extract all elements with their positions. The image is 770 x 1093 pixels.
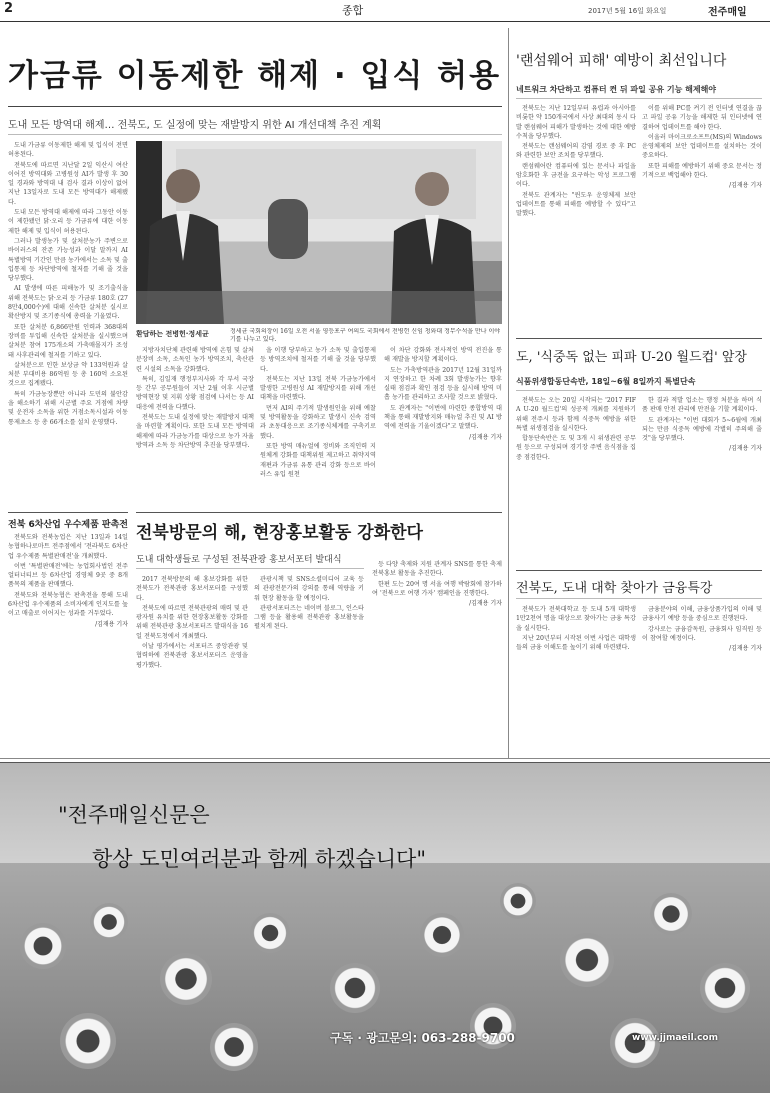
small-article-headline: 전북 6차산업 우수제품 판촉전 <box>8 520 128 530</box>
main-photo <box>136 141 502 324</box>
main-article-col3: 을 이행 당부하고 농가 소독 및 출입통제 등 방역조치에 철저를 기해 줄 것을 당부했다. 전북도는 지난 13일 전북 가금농가에서 발생한 고병원성 AI 재발방지를 위해 개선대책을 마련했다. 먼저 AI의 주기적 발생원인을 위해 예찰 및 방역활동을 강화하고 발생시 신속 검역과 초동대응으로 조기종식체계를 구축키로 했다. 또한 방역 매뉴얼에 정비와 조직인력 지원체계 강화를 대책위원 제고하고 취약지역 재편과 가금류 유통 관리 강화 등으로 바이러스 유입 원천 <box>260 347 376 478</box>
sunflower-decoration <box>560 933 614 987</box>
page-number: 2 <box>4 1 14 16</box>
headline-rule <box>8 106 502 107</box>
finance-rule <box>516 598 762 599</box>
sunflower-decoration <box>700 963 750 1013</box>
column-divider <box>508 28 509 758</box>
main-subhead: 도내 모든 방역대 해제… 전북도, 도 실정에 맞는 재발방지 위한 AI 개선대책 추진 계획 <box>8 120 382 131</box>
section-label: 종합 <box>342 4 364 17</box>
tourism-subhead: 도내 대학생들로 구성된 전북관광 홍보서포터 발대식 <box>136 555 342 565</box>
issue-date: 2017년 5월 16일 화요일 <box>588 7 667 15</box>
ransomware-col1: 전북도는 지난 12일부터 유럽과 아시아를 비롯한 약 150개국에서 사상 최대의 동시 다발 랜섬웨어 피해가 발생하는 것에 대한 예방 수칙을 당부했다. 전북도는 랜섬웨어의 감염 경로 중 후 PC와 관련한 보안 조치를 당부했다. 랜섬웨어란 컴퓨터에 있는 문서나 파일을 암호화한 후 금전을 요구하는 악성 프로그램이다. 전북도 관계자는 "윈도우 운영체제 보안 업데이트를 통해 피해를 예방할 수 있다"고 말했다. <box>516 105 636 218</box>
sunflower-decoration <box>330 963 380 1013</box>
finance-top-rule <box>516 570 762 571</box>
small-article-rule <box>8 512 128 513</box>
sunflower-decoration <box>210 1023 258 1071</box>
tourism-col1: 2017 전북방문의 해 홍보강화를 위한 전북도가 전북관광 홍보서포터를 구성했다. 전북도에 따르면 전북관광의 매력 및 관광자원 유치를 위한 현장홍보활동 강화를 위해 전북관광 홍보서포터즈 발대식을 16일 전북도청에서 개최했다. 이날 평가에서는 서포터즈 중앙관광 및 협력하에 전북관광 홍보서포터즈 운영을 평가했다. <box>136 576 248 669</box>
main-article-col2: 지방자치단체 관련해 방역에 온힘 및 살처분장비 소독, 소독인 농가 방역조치, 축산관련 시설의 소독을 강화했다. 특히, 김일재 행정부지사와 각 부서 국장 등 간부 공무원들이 지난 2월 이후 시군별 방역현장 및 지휘 상황 점검에 나서는 등 AI 대응에 전력을 다했다. 전북도는 도내 실정에 맞는 재발방지 대책을 마련할 계획이다. 또한 도내 모든 방역대 해제에 따라 가금농가를 대상으로 농가 자율방역과 소독 등 차단방역 추진을 당부했다. <box>136 347 254 449</box>
ransomware-headline: '랜섬웨어 피해' 예방이 최선입니다 <box>516 53 727 69</box>
sunflower-decoration <box>420 913 464 957</box>
main-article-col1: 도내 가금류 이동제한 해제 및 입식이 전면 허용된다. 전북도에 따르면 지난달 2일 익산시 여산 이어진 방역대와 고병원성 AI가 발생 후 30일 경과와 방역대 내 검사 결과 이상이 없어 지난 13일자로 도내 모든 방역대가 해제됐다. 도내 모든 방역대 해제에 따라 그동안 이동이 제한됐던 닭·오리 등 가금류에 대한 이동제한 해제 및 입식이 허용된다. 그러나 발생농가 및 살처분농가 주변으로 바이러스의 잔존 가능성과 이달 말까지 AI 특별방역 기간인 만큼 농가에서는 소독 및 출입통제 등 차단방역에 철저를 기해 줄 것을 당부했다. AI 발생에 따른 피해농가 및 조기출식을 위해 전북도는 닭·오리 등 가금류 180호 (278만4,000수)에 대해 신속한 살처분 실시로 확산방지 및 조기종식에 총력을 기울였다. 또한 살처분 6,866만원 인력과 368대의 장비를 투입해 신속한 살처분을 실시했으며 살처분 참여 175개소의 가축매몰지가 조성돼 사후관리에 철저를 기하고 있다. 살처분으로 인한 보상금 약 133억원과 살처분 부대비용 86억원 등 총 160억 소요된 것으로 집계됐다. 특히 가금농장뿐만 아니라 도민의 불안감을 해소하기 위해 시군별 주요 거점에 차량 및 운전자 소독을 위한 거점소독시설과 이동통제초소 등 총 66개소를 설치 운영했다. <box>8 142 128 426</box>
sunflower-decoration <box>20 923 66 969</box>
ransomware-col2: 이를 위해 PC를 켜기 전 인터넷 연결을 끊고 파일 공유 기능을 해제한 뒤 인터넷에 연결하여 업데이트를 해야 한다. 이울러 마이크로소프트(MS)의 Windows 운영체제의 보안 업데이트를 설치하는 것이 중요하다. 또한 피해를 예방하기 위해 중요 문서는 정기적으로 백업해야 한다. /김재용 기자 <box>642 105 762 190</box>
sunflower-decoration <box>610 1018 660 1068</box>
sunflower-decoration <box>160 953 212 1005</box>
u20-headline: 도, '식중독 없는 피파 U-20 월드컵' 앞장 <box>516 350 747 365</box>
main-article-col4: 이 차단 강화와 전사적인 방역 전진을 통해 재발을 방지할 계획이다. 도는 가축방역관을 2017년 12월 31일까지 연장하고 한 차례 3회 발생농가는 향후 실태 점검과 확인 점검 등을 실시해 방역 미흡 농가를 관리하고 조사할 것으로 밝혔다. 도 관계자는 "이번에 마련한 종합방역 대책을 통해 재발방지와 매뉴얼 추진 및 AI 방역에 전력을 기울이겠다"고 말했다. /김재용 기자 <box>384 347 502 441</box>
small-article-byline: /김재용 기자 <box>95 620 128 628</box>
tourism-col3: 등 다양 축제와 지원 관계자 SNS를 통한 축제 전북홍보 활동을 추진한다. 한편 도는 20여 명 서울 여행 박람회에 참가하여 '전북으로 여행 가자' 캠페인을 진행한다. /김재용 기자 <box>372 561 502 608</box>
finance-headline: 전북도, 도내 대학 찾아가 금융특강 <box>516 581 713 596</box>
u20-col2: 한 결과 적발 업소는 행정 처분을 하며 식품 판매 안전 관리에 만전을 기할 계획이다. 도 관계자는 "이번 대회가 5~6월에 개최되는 만큼 식중독 예방에 각별히 주의해 줄 것"을 당부했다. /김재용 기자 <box>642 397 762 453</box>
ad-slogan-line1: "전주매일신문은 <box>58 803 210 827</box>
tourism-subhead-rule <box>136 568 364 569</box>
tourism-byline: /김재용 기자 <box>469 600 502 608</box>
sunflower-decoration <box>60 1013 116 1069</box>
small-article-body: 전북도와 전북농업은 지난 13일과 14일 농협하나로마트 전주점에서 '전라북도 6차산업 우수제품 특별판매전'을 개최했다. 이번 '특별판매전'에는 농업회사법인 전주얼터너티브 등 6차산업 경영체 9곳 중 8개 품목의 제품을 판매했다. 전북도와 전북농협은 판촉전을 통해 도내 6차산업 우수제품의 소비자에게 인지도를 높이고 매출로 이어지는 성과를 거두었다. /김재용 기자 <box>8 534 128 628</box>
sunflower-decoration <box>650 893 692 935</box>
finance-col1: 전북도가 전북대학교 등 도내 5개 대학생 1만2천여 명을 대상으로 찾아가는 금융 특강을 실시한다. 지난 20년부터 시작된 이번 사업은 대학생들의 금융 이해도를 높이기 위해 마련됐다. <box>516 606 636 652</box>
ad-website: www.jjmaeil.com <box>632 1033 718 1043</box>
photo-illustration <box>136 141 502 324</box>
section-divider <box>0 758 770 759</box>
photo-caption-text: 정세균 국회의장이 16일 오전 서울 영등포구 여의도 국회에서 전병헌 신임 청와대 정무수석을 만나 이야기를 나누고 있다. <box>230 328 501 343</box>
photo-caption-title: 환담하는 전병헌·정세균 <box>136 330 209 338</box>
tourism-headline: 전북방문의 해, 현장홍보활동 강화한다 <box>136 523 423 543</box>
finance-byline: /김재용 기자 <box>729 645 762 653</box>
advertisement <box>0 762 770 1093</box>
main-article-byline: /김재용 기자 <box>469 433 502 441</box>
tourism-col2: 관광시책 및 SNS소셜미디어 교육 등의 관광전문가의 강의를 통해 역량을 키워 현장 활동을 할 예정이다. 관광서포터즈는 네이버 블로그, 인스타그램 등을 활용해 전북관광 홍보활동을 펼치게 된다. <box>254 576 364 631</box>
paper-name: 전주매일 <box>708 7 747 18</box>
finance-col2: 금융분야의 이해, 금융상품가입의 이해 및 금융사기 예방 등을 중심으로 진행된다. 강사로는 금융감독원, 금융회사 임직원 등이 참여할 예정이다. /김재용 기자 <box>642 606 762 653</box>
ransomware-rule <box>516 98 762 99</box>
u20-subhead: 식품위생합동단속반, 18일~6월 8일까지 특별단속 <box>516 377 696 386</box>
ad-slogan-line2: 항상 도민여러분과 함께 하겠습니다" <box>92 847 426 871</box>
main-headline: 가금류 이동제한 해제 · 입식 허용 <box>8 58 502 94</box>
sunflower-decoration <box>250 913 290 953</box>
ransomware-byline: /김재용 기자 <box>729 182 762 190</box>
ad-contact: 구독 · 광고문의: 063-288-9700 <box>330 1031 515 1045</box>
u20-top-rule <box>516 338 762 339</box>
u20-col1: 전북도는 오는 20일 시작되는 '2017 FIFA U-20 월드컵'의 성공적 개최를 지원하기 위해 전주시 등과 함께 식중독 예방을 위한 특별 위생점검을 실시한다. 합동단속반은 도 및 3개 시 위생관련 공무원 등으로 구성되며 경기장 주변 음식점을 집중 점검한다. <box>516 397 636 461</box>
ransomware-subhead: 네트워크 차단하고 컴퓨터 켠 뒤 파일 공유 기능 해제해야 <box>516 85 717 94</box>
sunflower-decoration <box>90 903 128 941</box>
subhead-rule <box>8 134 502 135</box>
tourism-rule <box>136 512 502 513</box>
sunflower-decoration <box>500 883 536 919</box>
u20-rule <box>516 390 762 391</box>
u20-byline: /김재용 기자 <box>729 445 762 453</box>
